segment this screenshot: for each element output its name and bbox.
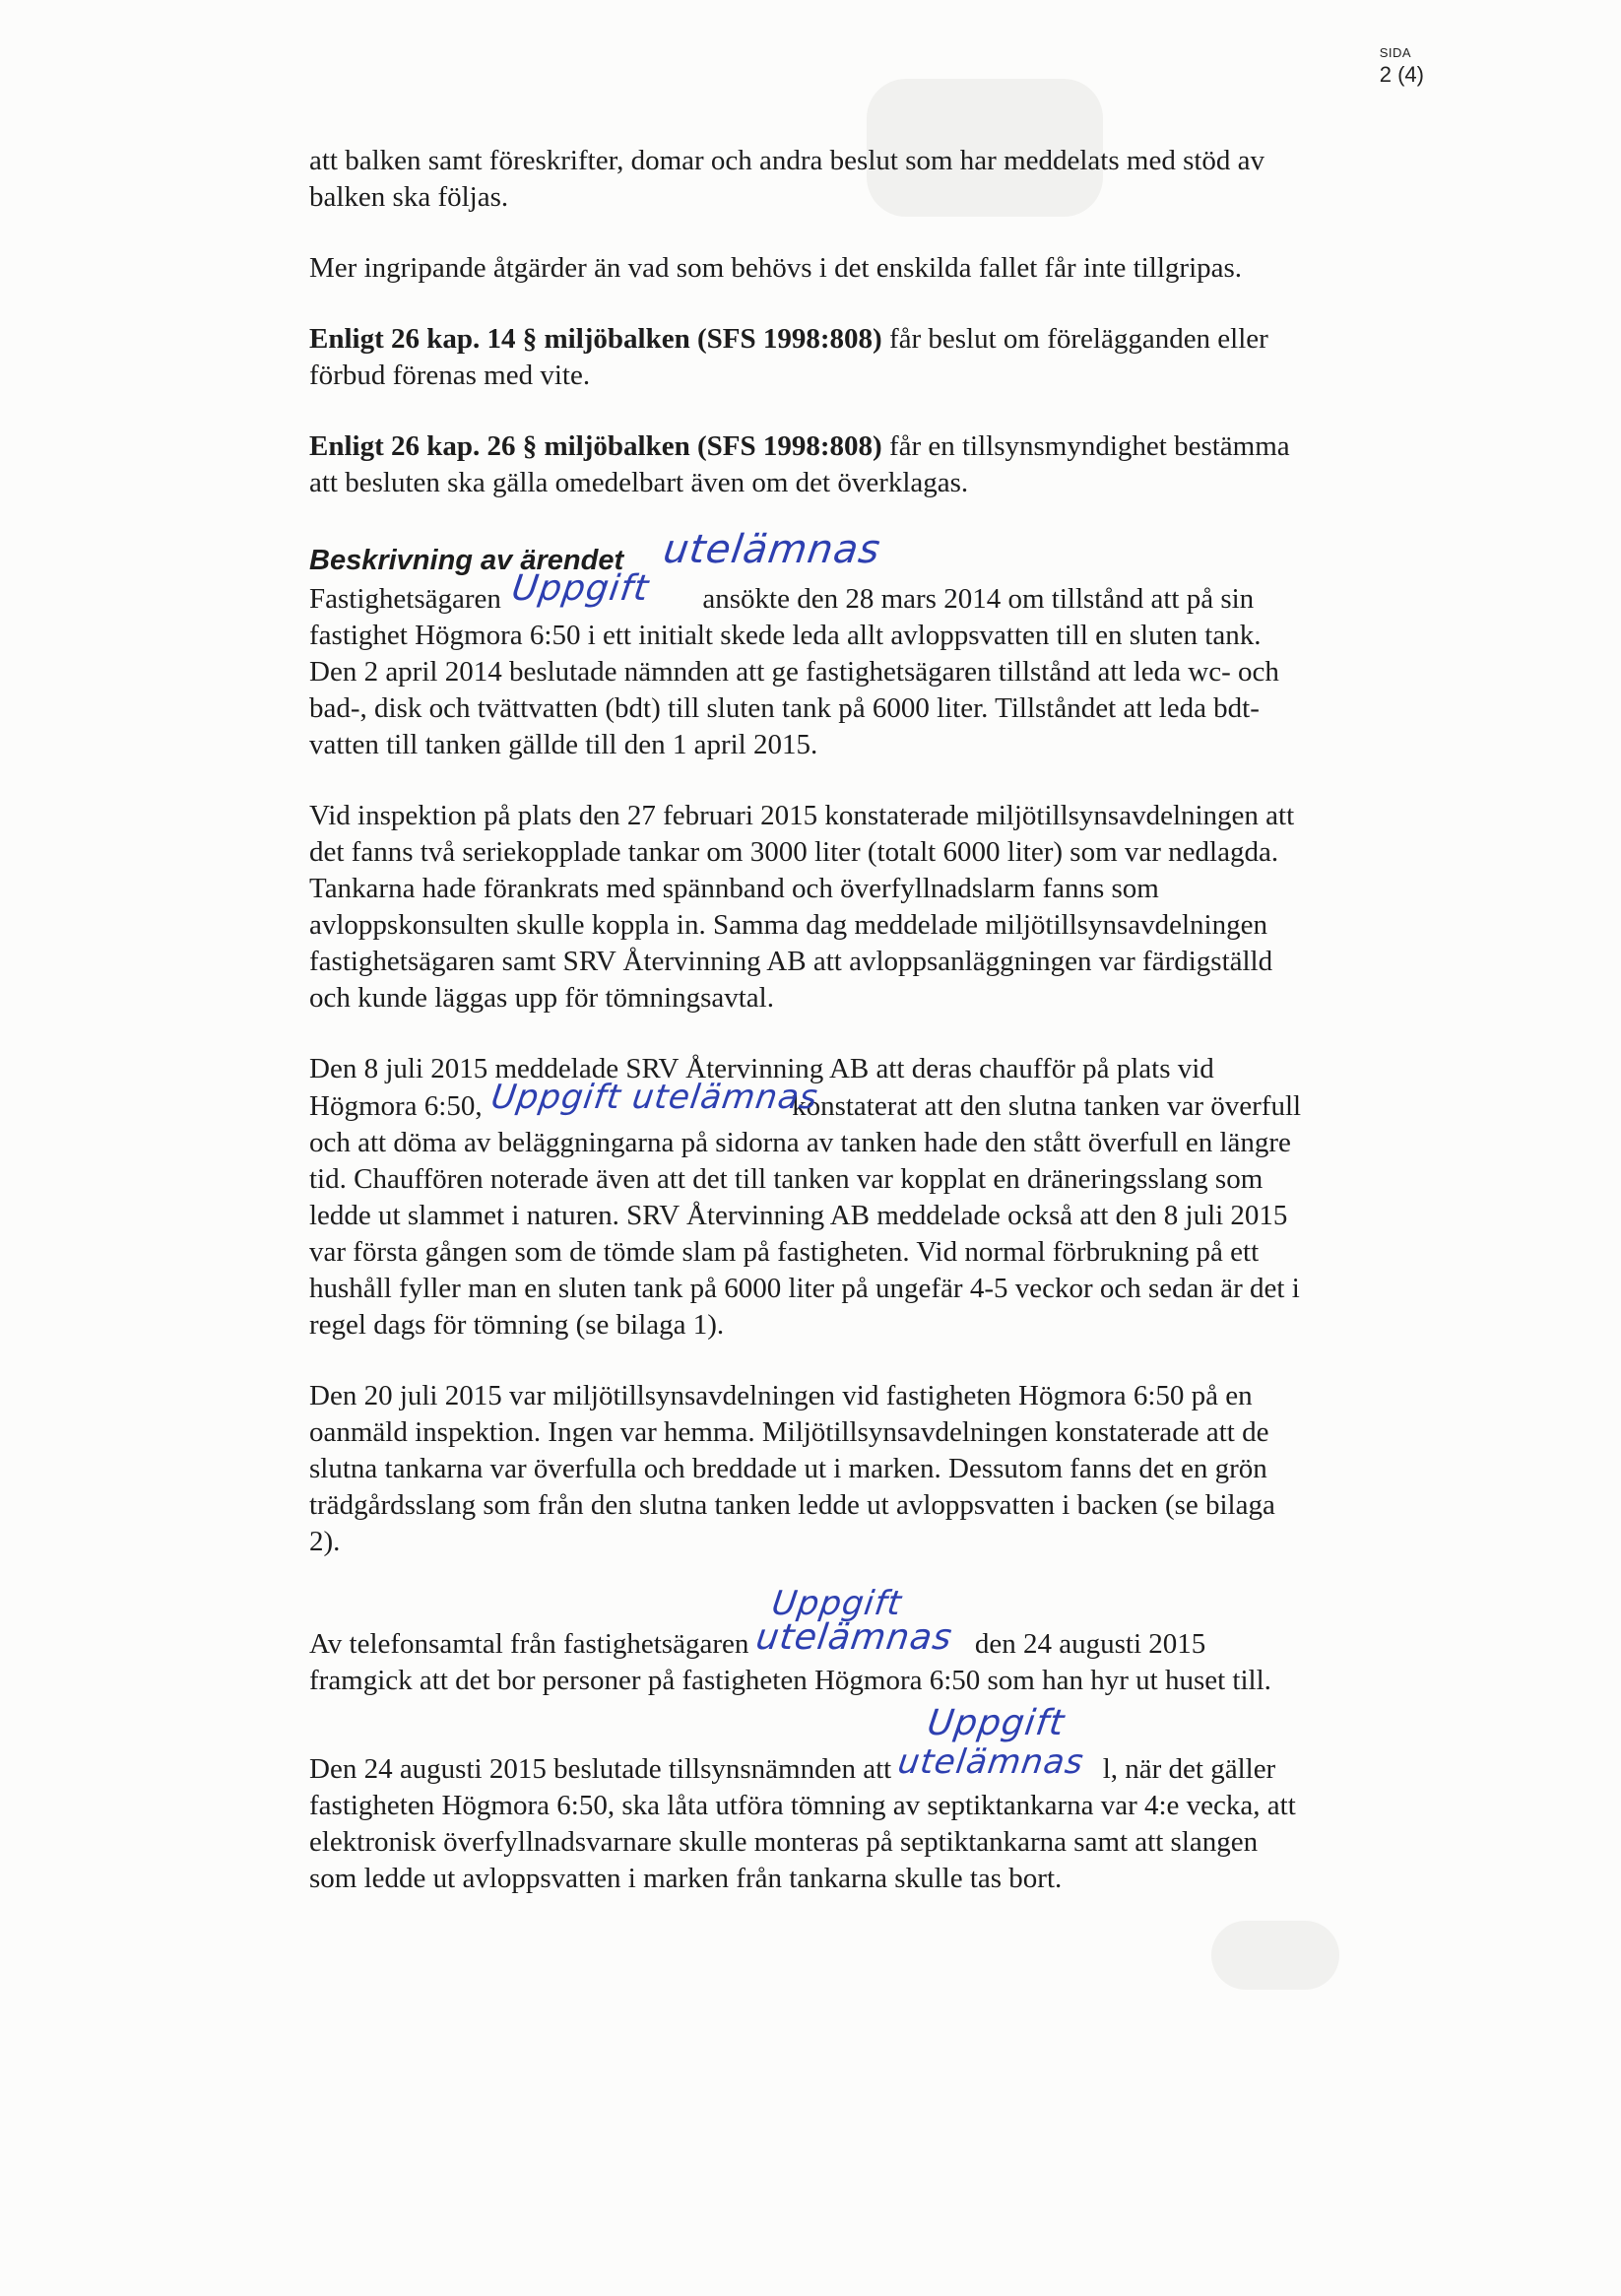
- paragraph-legal-reference: [309, 321, 1304, 394]
- paragraph: [309, 1584, 1304, 1699]
- handwritten-annotation: Uppgift: [509, 568, 652, 609]
- paragraph-text: Av telefonsamtal från fastighetsägaren: [309, 1628, 749, 1660]
- handwritten-annotation: utelämnas: [895, 1742, 1087, 1782]
- paragraph-text: får en tillsynsmyndighet bestämma att besluten ska gälla omedelbart även om det överklagas.: [309, 430, 1290, 498]
- paragraph: Vid inspektion på plats den 27 februari 2015 konstaterade miljötillsynsavdelningen att det fanns två seriekopplade tankar om 3000 liter (totalt 6000 liter) som var nedlagda. Tankarna hade förankrats med spännband och överfyllnadslarm fanns som avloppskonsulten skulle koppla in. Samma dag meddelade miljötillsynsavdelningen fastighetsägaren samt SRV Återvinning AB att avloppsanläggningen var färdigställd och kunde läggas upp för tömningsavtal.: [309, 800, 1295, 1014]
- redacted-field: [895, 1703, 1095, 1784]
- paragraph-text: l, när det gäller fastigheten Högmora 6:50, ska låta utföra tömning av septiktankarna var 4:e vecka, att elektronisk överfyllnadsvarnare skulle monteras på septiktankarna samt att slangen som ledde ut avloppsvatten i marken från tankarna skulle tas bort.: [309, 1753, 1296, 1894]
- document-body: [309, 143, 1304, 1932]
- paragraph: [309, 1051, 1304, 1344]
- handwritten-annotation: Uppgift: [768, 1584, 904, 1623]
- paragraph-text: den 24 augusti 2015 framgick att det bor personer på fastigheten Högmora 6:50 som han hyr ut huset till.: [309, 1628, 1271, 1696]
- paragraph-text: konstaterat att den slutna tanken var överfull och att döma av beläggningarna på sidorna av tanken hade den stått överfull en längre tid. Chauffören noterade även att det till tanken var kopplat en dräneringsslang som ledde ut slammet i naturen. SRV Återvinning AB meddelade också att den 8 juli 2015 var första gången som de tömde slam på fastigheten. Vid normal förbrukning på ett hushåll fyller man en sluten tank på 6000 liter på ungefär 4-5 veckor och sedan är det i regel dags för tömning (se bilaga 1).: [309, 1090, 1302, 1341]
- paragraph-legal-reference: [309, 428, 1304, 501]
- folio-label: SIDA: [1379, 45, 1412, 60]
- paragraph-text: får beslut om förelägganden eller förbud förenas med vite.: [309, 323, 1268, 391]
- paragraph: [309, 568, 1304, 763]
- handwritten-annotation: Uppgift: [925, 1703, 1069, 1743]
- redacted-field: [752, 1584, 968, 1659]
- paragraph-text: Den 8 juli 2015 meddelade SRV Återvinning AB att deras chaufför på plats vid Högmora 6:50,: [309, 1053, 1214, 1122]
- law-reference: Enligt 26 kap. 14 § miljöbalken (SFS 1998:808): [309, 323, 882, 355]
- paragraph-text: Den 24 augusti 2015 beslutade tillsynsnämnden att: [309, 1753, 892, 1785]
- page-folio: [1380, 45, 1424, 88]
- section-heading: Beskrivning av ärendet: [309, 545, 624, 576]
- handwritten-annotation: Uppgift utelämnas: [488, 1078, 821, 1117]
- redacted-field: [488, 1078, 821, 1121]
- paragraph: att balken samt föreskrifter, domar och andra beslut som har meddelats med stöd av balken ska följas.: [309, 145, 1265, 213]
- paragraph: Mer ingripande åtgärder än vad som behövs i det enskilda fallet får inte tillgripas.: [309, 252, 1243, 284]
- section: [309, 527, 1304, 578]
- page-number: 2 (4): [1379, 62, 1424, 87]
- paragraph-text: ansökte den 28 mars 2014 om tillstånd att på sin fastighet Högmora 6:50 i ett initialt skede leda allt avloppsvatten till en sluten tank. Den 2 april 2014 beslutade nämnden att ge fastighetsägaren tillstånd att leda wc- och bad-, disk och tvättvatten (bdt) till sluten tank på 6000 liter. Tillståndet att leda bdt- vatten till tanken gällde till den 1 april 2015.: [309, 583, 1279, 760]
- handwritten-annotation: utelämnas: [660, 527, 884, 572]
- handwritten-annotation: utelämnas: [752, 1617, 955, 1658]
- law-reference: Enligt 26 kap. 26 § miljöbalken (SFS 1998:808): [309, 430, 882, 462]
- paragraph: Den 20 juli 2015 var miljötillsynsavdelningen vid fastigheten Högmora 6:50 på en oanmäld inspektion. Ingen var hemma. Miljötillsynsavdelningen konstaterade att de slutna tankarna var överfulla och breddade ut i marken. Dessutom fanns det en grön trädgårdsslang som från den slutna tanken ledde ut avloppsvatten i backen (se bilaga 2).: [309, 1380, 1275, 1557]
- paragraph: [309, 1703, 1304, 1897]
- redacted-field: [508, 568, 695, 614]
- paragraph-text: Fastighetsägaren: [309, 583, 501, 615]
